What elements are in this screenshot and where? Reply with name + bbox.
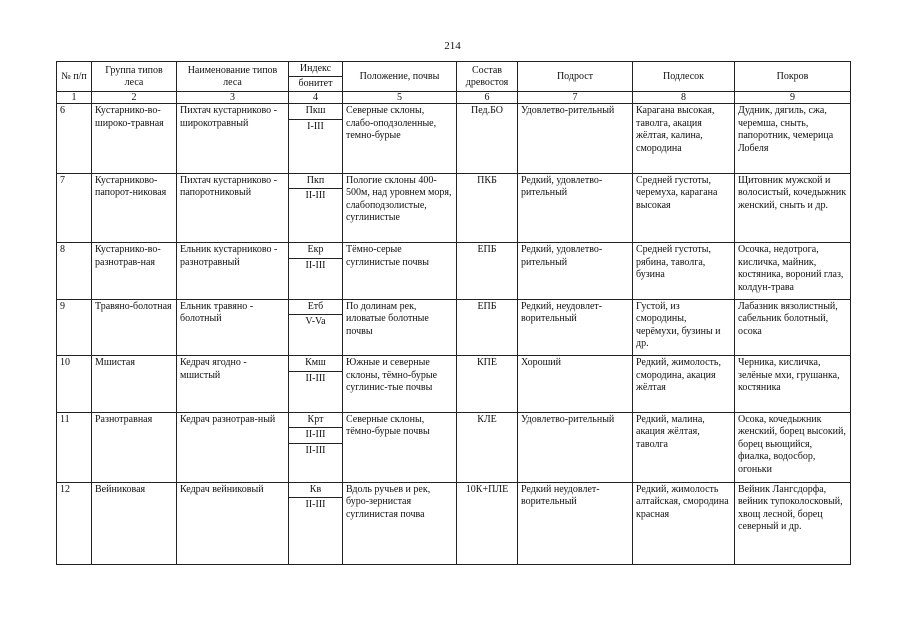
ground-cover: Лабазник вязолистный, сабельник болотный, осока [735,299,851,356]
forest-group: Травяно-болотная [92,299,177,356]
header-name: Наименование типов леса [177,62,289,92]
bonitet-class: II-III [289,498,343,565]
bonitet-class: II-III [289,371,343,412]
stand-composition: ПКБ [457,173,518,243]
row-number: 6 [57,104,92,174]
table-row [57,299,851,315]
shrub-layer: Средней густоты, черемуха, карагана высокая [633,173,735,243]
table-row [57,482,851,498]
shrub-layer: Редкий, жимолость алтайская, смородина красная [633,482,735,565]
row-number: 10 [57,356,92,413]
soil-position: Пологие склоны 400-500м, над уровнем моря, слабоподзолистые, суглинистые [343,173,457,243]
header-bonitet: бонитет [289,77,343,92]
stand-composition: КПЕ [457,356,518,413]
soil-position: Вдоль ручьев и рек, буро-зернистая суглинистая почва [343,482,457,565]
stand-composition: ЕПБ [457,243,518,300]
forest-index: Етб [289,299,343,315]
soil-position: Тёмно-серые суглинистые почвы [343,243,457,300]
bonitet-class: V-Va [289,315,343,356]
shrub-layer: Средней густоты, рябина, таволга, бузина [633,243,735,300]
undergrowth: Хороший [518,356,633,413]
ground-cover: Вейник Лангсдорфа, вейник тупоколосковый, хвощ лесной, борец северный и др. [735,482,851,565]
bonitet-class: II-III [289,258,343,299]
soil-position: По долинам рек, иловатые болотные почвы [343,299,457,356]
header-index: Индекс [289,62,343,77]
column-number: 2 [92,92,177,104]
forest-type-name: Пихтач кустарниково - папоротниковый [177,173,289,243]
forest-type-name: Ельник кустарниково - разнотравный [177,243,289,300]
undergrowth: Удовлетво-рительный [518,104,633,174]
table-row [57,104,851,120]
stand-composition: Пед.БО [457,104,518,174]
header-row-top [57,62,851,77]
column-number: 6 [457,92,518,104]
undergrowth: Редкий, удовлетво-рительный [518,243,633,300]
forest-type-name: Кедрач разнотрав-ный [177,412,289,482]
shrub-layer: Карагана высокая, таволга, акация жёлтая, калина, смородина [633,104,735,174]
forest-group: Разнотравная [92,412,177,482]
ground-cover: Осочка, недотрога, кисличка, майник, костяника, вороний глаз, колдун-трава [735,243,851,300]
forest-type-name: Кедрач ягодно - мшистый [177,356,289,413]
bonitet-class: II-III [289,189,343,243]
row-number: 12 [57,482,92,565]
forest-index: Пкш [289,104,343,120]
stand-composition: 10К+ПЛЕ [457,482,518,565]
forest-index: Крт [289,412,343,428]
shrub-layer: Густой, из смородины, черёмухи, бузины и др. [633,299,735,356]
forest-group: Кустарнико-во-разнотрав-ная [92,243,177,300]
forest-type-name: Кедрач вейниковый [177,482,289,565]
header-num: № п/п [57,62,92,92]
row-number: 11 [57,412,92,482]
bonitet-class: I-III [289,119,343,173]
table-row [57,173,851,189]
bonitet-class: II-III [289,443,343,482]
forest-group: Кустарниково-папорот-никовая [92,173,177,243]
ground-cover: Щитовник мужской и волосистый, кочедыжник женский, сныть и др. [735,173,851,243]
forest-index: Пкп [289,173,343,189]
forest-type-name: Ельник травяно - болотный [177,299,289,356]
forest-index: Кмш [289,356,343,372]
forest-types-table [56,61,851,565]
undergrowth: Редкий, неудовлет-ворительный [518,299,633,356]
table-row [57,356,851,372]
forest-type-name: Пихтач кустарниково - широкотравный [177,104,289,174]
ground-cover: Осока, кочедыжник женский, борец высокий, борец вьющийся, фиалка, водосбор, огоньки [735,412,851,482]
header-soil: Положение, почвы [343,62,457,92]
column-number: 1 [57,92,92,104]
page-number: 214 [444,40,461,52]
bonitet-class: II-III [289,428,343,444]
forest-group: Мшистая [92,356,177,413]
ground-cover: Черника, кисличка, зелёные мхи, грушанка, костяника [735,356,851,413]
forest-index: Кв [289,482,343,498]
column-number: 4 [289,92,343,104]
row-number: 7 [57,173,92,243]
soil-position: Южные и северные склоны, тёмно-бурые суглинис-тые почвы [343,356,457,413]
header-shrubs: Подлесок [633,62,735,92]
table-row [57,412,851,428]
header-cover: Покров [735,62,851,92]
undergrowth: Удовлетво-рительный [518,412,633,482]
stand-composition: КЛЕ [457,412,518,482]
forest-index: Екр [289,243,343,259]
shrub-layer: Редкий, жимолость, смородина, акация жёлтая [633,356,735,413]
header-composition: Состав древостоя [457,62,518,92]
forest-group: Вейниковая [92,482,177,565]
undergrowth: Редкий неудовлет-ворительный [518,482,633,565]
header-undergrowth: Подрост [518,62,633,92]
column-number: 5 [343,92,457,104]
row-number: 8 [57,243,92,300]
header-group: Группа типов леса [92,62,177,92]
column-numbers-row [57,92,851,104]
stand-composition: ЕПБ [457,299,518,356]
column-number: 8 [633,92,735,104]
column-number: 9 [735,92,851,104]
table-row [57,243,851,259]
ground-cover: Дудник, дягиль, сжа, черемша, сныть, папоротник, чемерица Лобеля [735,104,851,174]
forest-group: Кустарнико-во-широко-травная [92,104,177,174]
row-number: 9 [57,299,92,356]
shrub-layer: Редкий, малина, акация жёлтая, таволга [633,412,735,482]
soil-position: Северные склоны, тёмно-бурые почвы [343,412,457,482]
column-number: 3 [177,92,289,104]
undergrowth: Редкий, удовлетво-рительный [518,173,633,243]
soil-position: Северные склоны, слабо-оподзоленные, темно-бурые [343,104,457,174]
column-number: 7 [518,92,633,104]
